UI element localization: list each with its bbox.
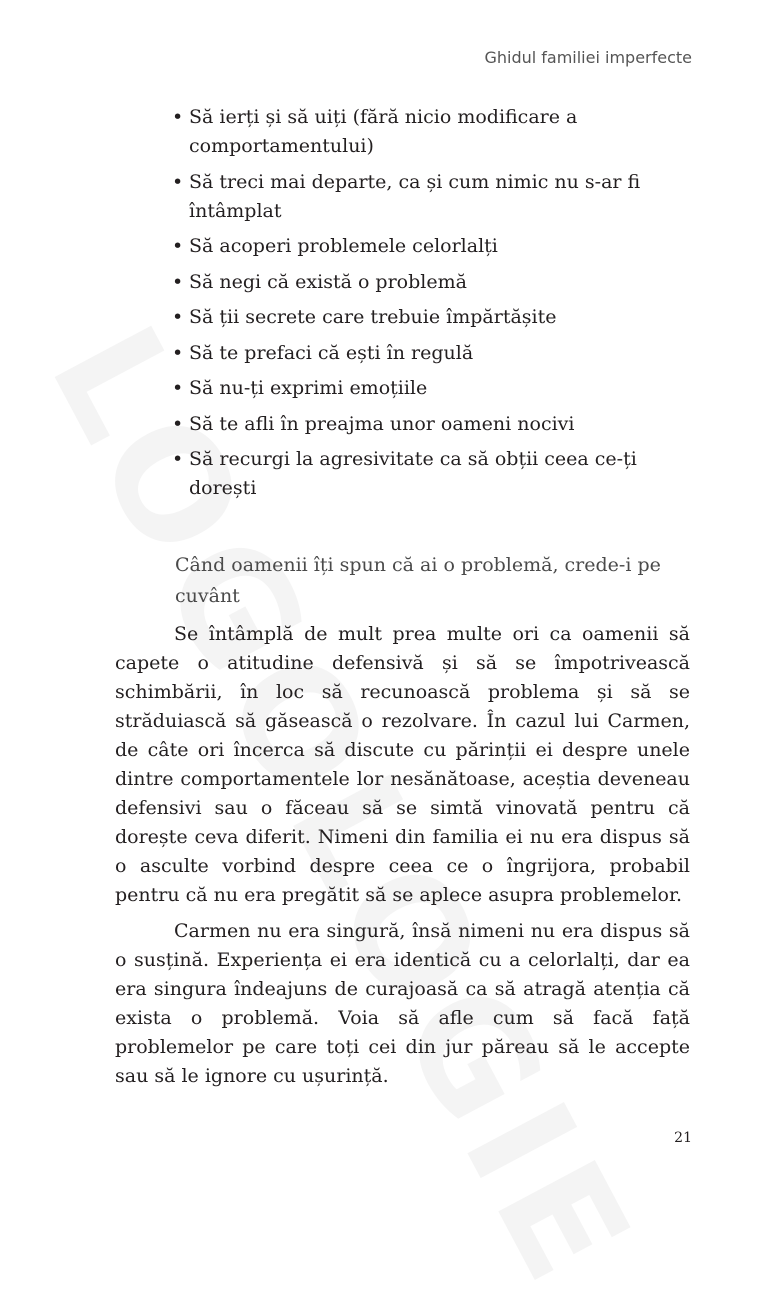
- bullet-item: • Să nu-ți exprimi emoțiile: [172, 374, 702, 403]
- bullet-list: [172, 103, 702, 510]
- bullet-item: • Să te afli în preajma unor oameni nocivi: [172, 410, 702, 439]
- bullet-item: • Să acoperi problemele celorlalți: [172, 232, 702, 261]
- bullet-item: • Să recurgi la agresivitate ca să obții ceea ce-ți dorești: [172, 445, 702, 503]
- bullet-item: • Să treci mai departe, ca și cum nimic nu s-ar fi întâmplat: [172, 168, 702, 226]
- bullet-item: • Să ierți și să uiți (fără nicio modificare a comportamentului): [172, 103, 702, 161]
- running-header: Ghidul familiei imperfecte: [484, 48, 692, 67]
- page-number: 21: [674, 1130, 692, 1146]
- bullet-item: • Să negi că există o problemă: [172, 268, 702, 297]
- bullet-item: • Să ții secrete care trebuie împărtășite: [172, 303, 702, 332]
- paragraph: Se întâmplă de mult prea multe ori ca oamenii să capete o atitudine defensivă și să se împotrivească schimbării, în loc să recunoască problema și să se străduiască să găsească o rezolvare. În cazul lui Carmen, de câte ori încerca să discute cu părinții ei despre unele dintre comportamentele lor nesănătoase, aceștia deveneau defensivi sau o făceau să se simtă vinovată pentru că dorește ceva diferit. Nimeni din familia ei nu era dispus să o asculte vorbind despre ceea ce o îngrijora, probabil pentru că nu era pregătit să se aplece asupra problemelor.: [115, 623, 690, 906]
- body-text: [115, 620, 690, 1098]
- paragraph: Carmen nu era singură, însă nimeni nu era dispus să o susțină. Experiența ei era identică cu a celorlalți, dar ea era singura îndeajuns de curajoasă ca să atragă atenția că exista o problemă. Voia să afle cum să facă față problemelor pe care toți cei din jur păreau să le accepte sau să le ignore cu ușurință.: [115, 920, 690, 1087]
- section-heading: Când oamenii îți spun că ai o problemă, crede-i pe cuvânt: [175, 554, 661, 607]
- bullet-item: • Să te prefaci că ești în regulă: [172, 339, 702, 368]
